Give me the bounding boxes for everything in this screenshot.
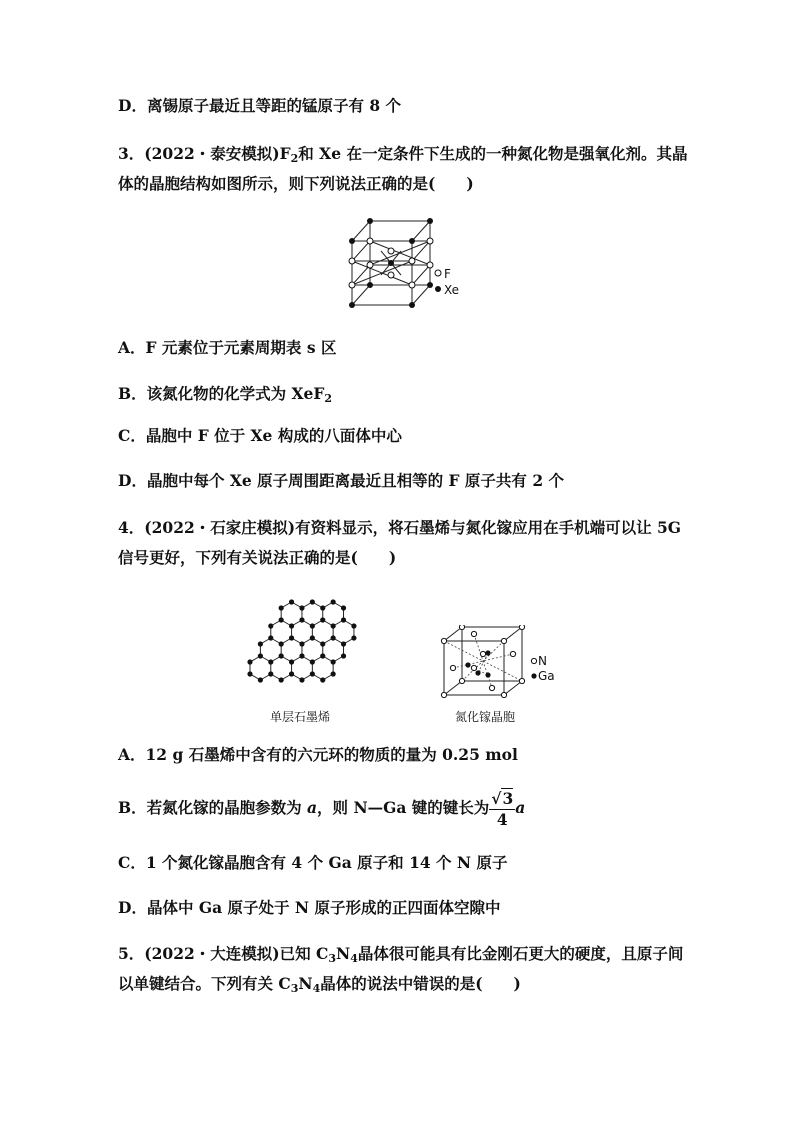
legend-n-label: N [538, 654, 547, 668]
graphene-atom [279, 677, 284, 682]
legend-ga-label: Ga [538, 669, 555, 683]
graphene-atom [331, 623, 336, 628]
graphene-atom [310, 623, 315, 628]
graphene-atom [341, 605, 346, 610]
graphene-atom [289, 659, 294, 664]
graphene-atom [331, 635, 336, 640]
q5-line2-c: 晶体的说法中错误的是( ) [320, 974, 521, 993]
q3-option-b[interactable] [118, 383, 332, 405]
q5-sub4: 4 [312, 982, 321, 995]
q5-stem-c: 晶体很可能具有比金刚石更大的硬度，且原子间 [357, 944, 684, 963]
legend-f-label: F [444, 267, 451, 281]
graphene-atom [258, 653, 263, 658]
graphene-atom [351, 623, 356, 628]
graphene-atom [320, 617, 325, 622]
graphene-atom [279, 605, 284, 610]
graphene-atom [247, 659, 252, 664]
graphene-atom [258, 641, 263, 646]
q2-option-d[interactable]: D．离锡原子最近且等距的锰原子有 8 个 [118, 96, 402, 115]
graphene-atom [247, 671, 252, 676]
graphene-atom [268, 659, 273, 664]
q5-stem-line1 [118, 943, 683, 965]
q3-option-b-sub: 2 [324, 392, 333, 405]
graphene-atom [279, 617, 284, 622]
graphene-figure [240, 588, 400, 698]
graphene-atom [289, 635, 294, 640]
graphene-atom [320, 641, 325, 646]
q3-option-a[interactable]: A．F 元素位于元素周期表 s 区 [118, 338, 337, 357]
q5-line2-b: N [298, 974, 313, 993]
graphene-atom [279, 653, 284, 658]
q3-stem-line2: 体的晶胞结构如图所示，则下列说法正确的是( ) [118, 174, 474, 193]
graphene-atom [299, 653, 304, 658]
q4-stem-a: )有资料显示，将石墨烯与氮化镓应用在手机端可以让 5G [287, 518, 682, 537]
q4-option-b-var: a [307, 798, 318, 817]
graphene-atom [310, 635, 315, 640]
graphene-atom [268, 623, 273, 628]
q4-option-b-var2: a [515, 798, 526, 817]
graphene-atom [299, 641, 304, 646]
xef2-unit-cell-figure [340, 213, 470, 313]
gan-caption: 氮化镓晶胞 [455, 710, 516, 724]
q3-source: 泰安模拟 [210, 144, 273, 163]
graphene-atom [341, 653, 346, 658]
graphene-atom [331, 671, 336, 676]
q4-stem-line1 [118, 517, 681, 539]
q3-stem-a: )F [272, 144, 291, 163]
sqrt-icon: √ [491, 788, 502, 808]
q4-option-b[interactable] [118, 786, 525, 830]
q3-sub: 2 [290, 152, 299, 165]
graphene-atom [310, 599, 315, 604]
graphene-atom [268, 671, 273, 676]
graphene-atom [320, 677, 325, 682]
graphene-atom [289, 623, 294, 628]
q3-option-d[interactable]: D．晶胞中每个 Xe 原子周围距离最近且相等的 F 原子共有 2 个 [118, 471, 564, 490]
graphene-atom [299, 605, 304, 610]
q3-stem-b: 和 Xe 在一定条件下生成的一种氮化物是强氧化剂。其晶 [298, 144, 688, 163]
q5-sub1: 3 [328, 952, 337, 965]
graphene-caption: 单层石墨烯 [270, 710, 331, 724]
q4-option-c[interactable]: C．1 个氮化镓晶胞含有 4 个 Ga 原子和 14 个 N 原子 [118, 853, 508, 872]
q4-year: 4．(2022・ [118, 518, 211, 537]
q4-option-d[interactable]: D．晶体中 Ga 原子处于 N 原子形成的正四面体空隙中 [118, 898, 501, 917]
q3-option-b-text: B．该氮化物的化学式为 XeF [118, 384, 325, 403]
q4-option-b-fraction [489, 789, 515, 830]
q5-stem-a: )已知 C [272, 944, 329, 963]
q5-line2-a: 以单键结合。下列有关 C [118, 974, 291, 993]
q4-option-a[interactable]: A．12 g 石墨烯中含有的六元环的物质的量为 0.25 mol [118, 745, 518, 764]
q5-source: 大连模拟 [210, 944, 273, 963]
q4-option-b-text: B．若氮化镓的晶胞参数为 [118, 798, 307, 817]
graphene-atom [341, 641, 346, 646]
graphene-atom [289, 671, 294, 676]
graphene-atom [320, 653, 325, 658]
graphene-atom [331, 599, 336, 604]
q3-year: 3．(2022・ [118, 144, 211, 163]
graphene-atom [279, 641, 284, 646]
graphene-atom [299, 677, 304, 682]
q4-option-b-mid: ，则 N—Ga 键的键长为 [317, 798, 490, 817]
q5-sub2: 4 [350, 952, 358, 965]
q3-option-c[interactable]: C．晶胞中 F 位于 Xe 构成的八面体中心 [118, 426, 402, 445]
q4-option-b-den: 4 [496, 809, 508, 829]
graphene-atom [299, 617, 304, 622]
q5-year: 5．(2022・ [118, 944, 211, 963]
graphene-atom [320, 605, 325, 610]
legend-xe-label: Xe [444, 283, 460, 297]
graphene-atom [289, 599, 294, 604]
graphene-atom [268, 635, 273, 640]
graphene-atom [258, 677, 263, 682]
q5-stem-line2 [118, 973, 521, 995]
q3-stem-line1 [118, 143, 687, 165]
q4-source: 石家庄模拟 [210, 518, 288, 537]
graphene-atom [310, 659, 315, 664]
q5-stem-b: N [336, 944, 351, 963]
q4-option-b-num: 3 [502, 788, 514, 808]
gan-unit-cell-figure [438, 625, 568, 701]
q4-stem-line2: 信号更好，下列有关说法正确的是( ) [118, 548, 397, 567]
q5-sub3: 3 [290, 982, 299, 995]
graphene-atom [331, 659, 336, 664]
graphene-atom [310, 671, 315, 676]
graphene-atom [351, 635, 356, 640]
graphene-atom [341, 617, 346, 622]
